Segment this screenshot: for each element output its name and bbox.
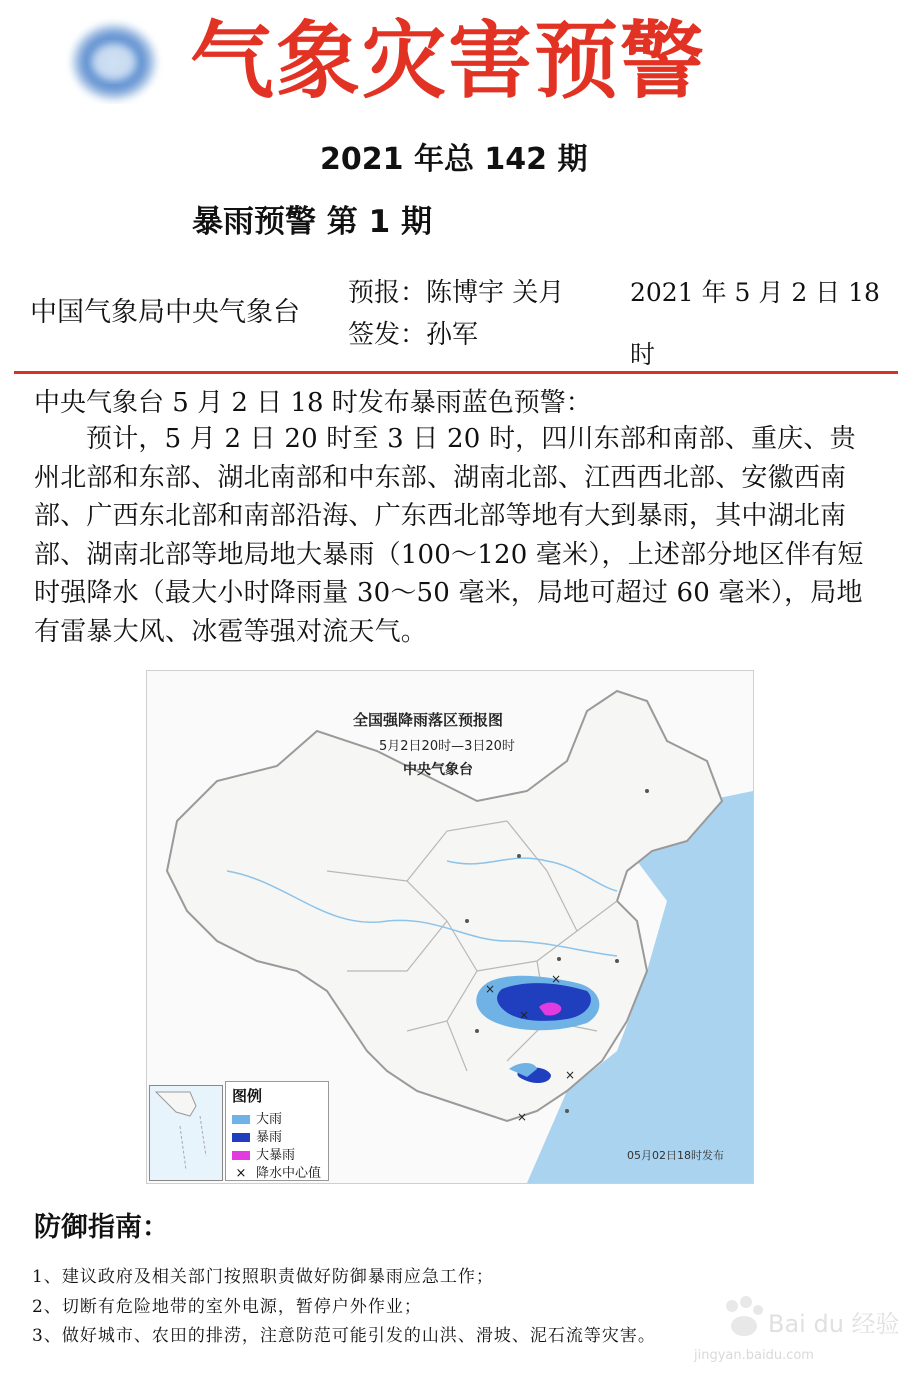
issue-number: 2021 年总 142 期 — [320, 142, 588, 177]
map-agency: 中央气象台 — [403, 762, 473, 778]
defense-guide-item: 3、做好城市、农田的排涝，注意防范可能引发的山洪、滑坡、泥石流等灾害。 — [32, 1326, 656, 1346]
baidu-jingyan-watermark — [694, 1290, 900, 1376]
legend-title: 图例 — [232, 1087, 263, 1105]
rain-center-marker: × — [551, 972, 562, 986]
legend-label: 大暴雨 — [256, 1148, 296, 1163]
signer-line: 签发：孙军 — [348, 320, 479, 350]
inset-map-icon — [150, 1086, 222, 1180]
defense-guide-item: 1、建议政府及相关部门按照职责做好防御暴雨应急工作； — [32, 1267, 494, 1287]
watermark-url: jingyan.baidu.com — [694, 1348, 814, 1363]
legend-item-rain-center — [232, 1162, 321, 1181]
masthead-title: 气象灾害预警 — [190, 12, 707, 110]
legend-label: 暴雨 — [256, 1130, 283, 1145]
map-period: 5月2日20时—3日20时 — [379, 739, 515, 754]
rain-center-marker: × — [485, 982, 496, 996]
cma-logo-icon — [60, 14, 164, 104]
legend-item-heavy-rainstorm — [232, 1144, 295, 1163]
cross-icon: × — [235, 1166, 247, 1181]
defense-guide-item: 2、切断有危险地带的室外电源，暂停户外作业； — [32, 1297, 422, 1317]
rainstorm-swatch — [232, 1133, 250, 1142]
city-dot — [465, 919, 469, 923]
city-dot — [565, 1109, 569, 1113]
city-dot — [557, 957, 561, 961]
issue-datetime: 2021 年 5 月 2 日 18 时 — [630, 278, 880, 369]
legend-item-heavy-rain — [232, 1108, 282, 1127]
legend-item-rainstorm — [232, 1126, 282, 1145]
forecaster-line: 预报：陈博宇 关月 — [348, 278, 565, 308]
rain-center-marker: × — [519, 1008, 530, 1022]
alert-title: 中央气象台 5 月 2 日 18 时发布暴雨蓝色预警： — [34, 388, 592, 418]
legend-label: 降水中心值 — [256, 1166, 322, 1181]
city-dot — [645, 789, 649, 793]
heavy-rain-swatch — [232, 1115, 250, 1124]
city-dot — [615, 959, 619, 963]
paw-icon — [720, 1294, 766, 1340]
city-dot — [517, 854, 521, 858]
rain-center-marker: × — [517, 1110, 528, 1124]
sub-issue-number: 暴雨预警 第 1 期 — [192, 204, 432, 240]
legend-label: 大雨 — [256, 1112, 283, 1127]
heavy-rainstorm-swatch — [232, 1151, 250, 1160]
rain-center-marker: × — [565, 1068, 576, 1082]
issuing-agency: 中国气象局中央气象台 — [30, 297, 300, 328]
rainfall-forecast-map — [146, 670, 754, 1184]
watermark-brand: Bai du 经验 — [768, 1310, 900, 1338]
map-issued-stamp: 05月02日18时发布 — [627, 1149, 724, 1162]
south-china-sea-inset — [149, 1085, 223, 1181]
alert-body: 预计，5 月 2 日 20 时至 3 日 20 时，四川东部和南部、重庆、贵州北部和东部、湖北南部和中东部、湖南北部、江西西北部、安徽西南部、广西东北部和南部沿海、广东西北部等地有大到暴雨，其中湖北南部、湖南北部等地局地大暴雨（100～120 毫米），上述部分地区伴有短时强降水（最大小时降雨量 30～50 毫米，局地可超过 60 毫米），局地有雷暴大风、冰雹等强对流天气。 — [34, 424, 864, 647]
defense-guide-title: 防御指南： — [34, 1212, 169, 1243]
header-divider — [14, 371, 898, 374]
city-dot — [475, 1029, 479, 1033]
map-legend — [225, 1081, 329, 1181]
map-title: 全国强降雨落区预报图 — [353, 711, 504, 729]
